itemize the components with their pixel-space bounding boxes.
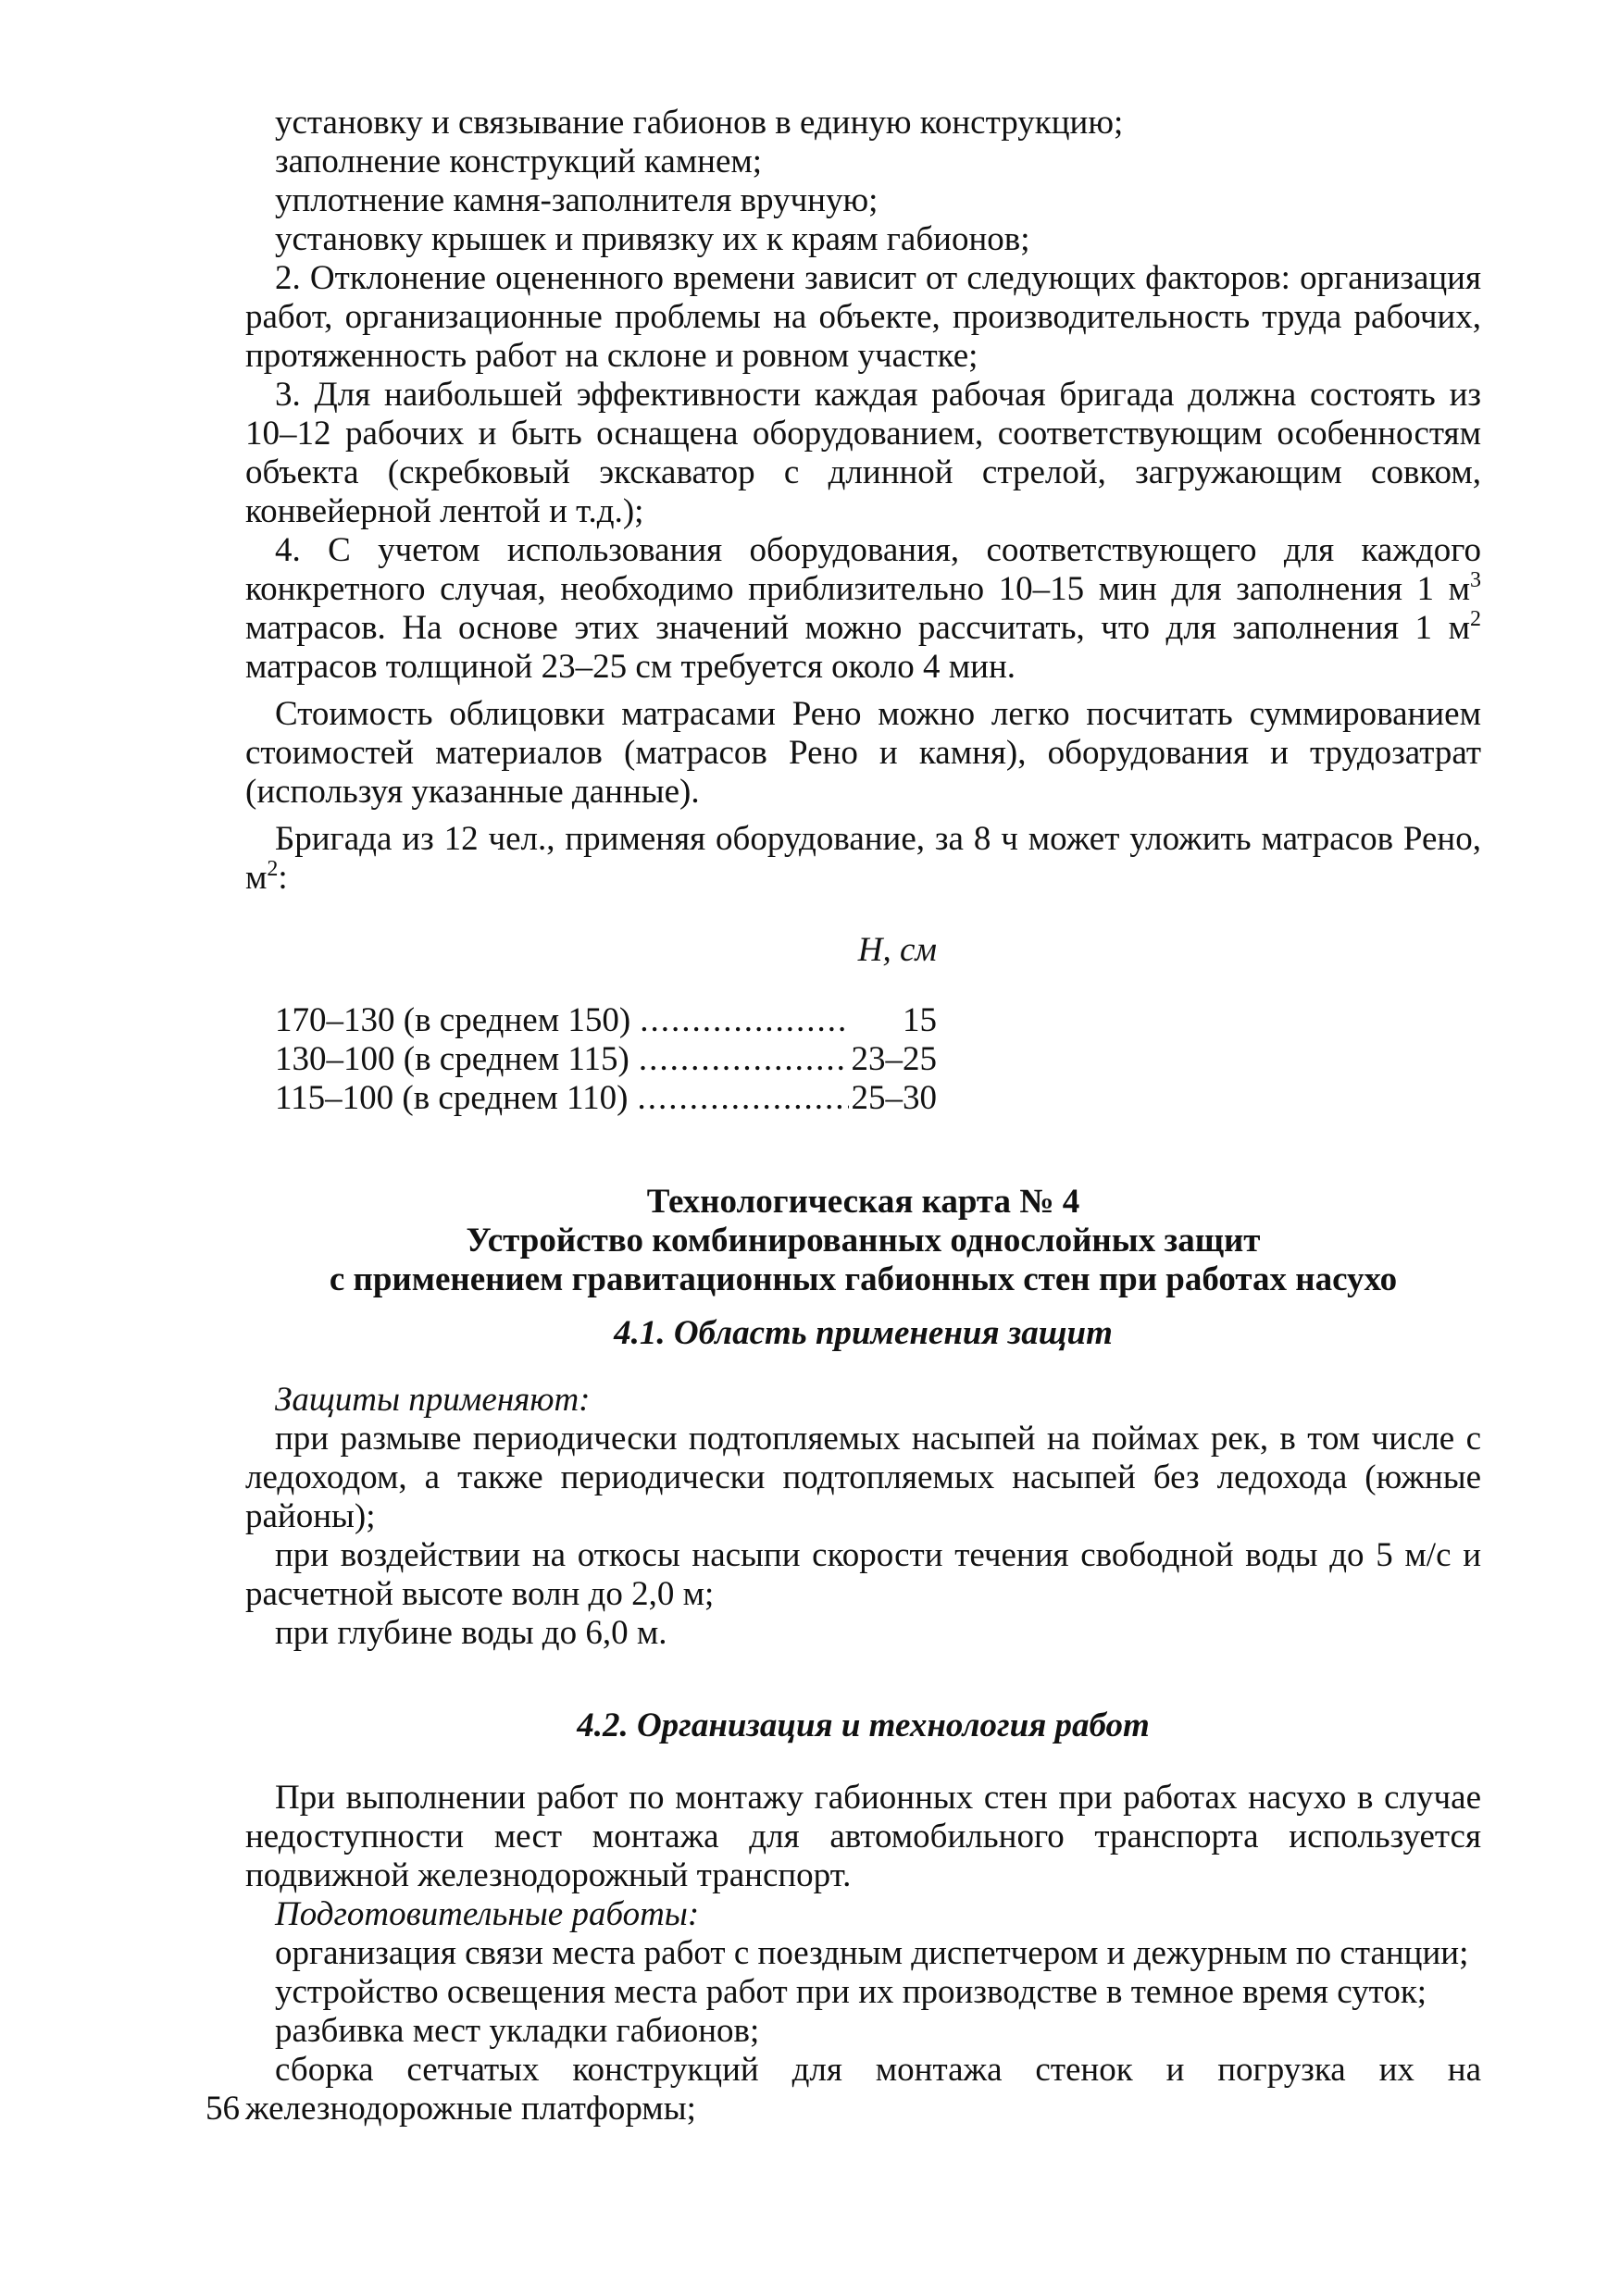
page-number: 56 xyxy=(206,2090,240,2128)
subsection-title-4-1: 4.1. Область применения защит xyxy=(614,1314,1113,1352)
table-row-label: 170–130 (в среднем 150) xyxy=(275,1001,631,1039)
table-header-h: Н, см xyxy=(857,931,937,969)
table-row-value: 23–25 xyxy=(851,1040,937,1078)
numbered-item-2: 2. Отклонение оцененного времени зависит от следующих факторов: организация работ, организационные проблемы на объекте, производительность труда рабочих, протяженность работ на склоне и ровном участке; xyxy=(245,259,1481,375)
list-item: заполнение конструкций камнем; xyxy=(275,143,763,180)
section-heading xyxy=(245,1183,1481,1299)
brigade-text: Бригада из 12 чел., применяя оборудование, за 8 ч может уложить матрасов Рено, м xyxy=(245,820,1481,897)
heading-line: Устройство комбинированных однослойных защит xyxy=(466,1222,1261,1260)
heading-line: Технологическая карта № 4 xyxy=(646,1183,1080,1221)
table-row-label: 130–100 (в среднем 115) xyxy=(275,1040,629,1078)
table-row-value: 15 xyxy=(903,1001,937,1039)
height-table xyxy=(275,931,1481,1118)
superscript: 3 xyxy=(1470,568,1481,592)
list-item: установку и связывание габионов в единую конструкцию; xyxy=(275,104,1124,142)
superscript: 2 xyxy=(267,857,279,881)
leader-dots xyxy=(640,1001,849,1040)
list-item: установку крышек и привязку их к краям габионов; xyxy=(275,220,1030,258)
list-item: при размыве периодически подтопляемых насыпей на поймах рек, в том числе с ледоходом, а также периодически подтопляемых насыпей без ледохода (южные районы); xyxy=(245,1420,1481,1535)
table-row xyxy=(275,1040,1481,1079)
list-item: разбивка мест укладки габионов; xyxy=(275,2012,760,2050)
superscript: 2 xyxy=(1470,607,1481,631)
paragraph-lead: Подготовительные работы: xyxy=(275,1895,700,1933)
heading-line: с применением гравитационных габионных стен при работах насухо xyxy=(329,1260,1398,1298)
cost-paragraph: Стоимость облицовки матрасами Рено можно легко посчитать суммированием стоимостей материалов (матрасов Рено и камня), оборудования и трудозатрат (используя указанные данные). xyxy=(245,695,1481,811)
paragraph: При выполнении работ по монтажу габионных стен при работах насухо в случае недоступности мест монтажа для автомобильного транспорта используется подвижной железнодорожный транспорт. xyxy=(245,1779,1481,1894)
leader-dots xyxy=(637,1079,849,1118)
page-content xyxy=(245,104,1481,2128)
item4-part1: 4. С учетом использования оборудования, соответствующего для каждого конкретного случая, необходимо приблизительно 10–15 мин для заполнения 1 м xyxy=(245,531,1481,608)
numbered-item-4 xyxy=(245,531,1481,687)
list-item: организация связи места работ с поездным диспетчером и дежурным по станции; xyxy=(275,1934,1469,1972)
brigade-paragraph xyxy=(245,820,1481,898)
table-row-label: 115–100 (в среднем 110) xyxy=(275,1079,629,1117)
leader-dots xyxy=(639,1040,849,1079)
item4-part2: матрасов. На основе этих значений можно рассчитать, что для заполнения 1 м xyxy=(245,609,1470,647)
paragraph-lead: Защиты применяют: xyxy=(275,1381,591,1419)
list-item: при глубине воды до 6,0 м. xyxy=(275,1614,667,1652)
list-item: уплотнение камня-заполнителя вручную; xyxy=(275,181,879,219)
table-row xyxy=(275,1079,1481,1118)
numbered-item-3: 3. Для наибольшей эффективности каждая рабочая бригада должна состоять из 10–12 рабочих и быть оснащена оборудованием, соответствующим особенностям объекта (скребковый экскаватор с длинной стрелой, загружающим совком, конвейерной лентой и т.д.); xyxy=(245,376,1481,530)
table-row-value: 25–30 xyxy=(851,1079,937,1117)
list-item: сборка сетчатых конструкций для монтажа стенок и погрузка их на железнодорожные платформы; xyxy=(245,2051,1481,2128)
subsection-title-4-2: 4.2. Организация и технология работ xyxy=(577,1706,1150,1744)
item4-part3: матрасов толщиной 23–25 см требуется около 4 мин. xyxy=(245,648,1016,686)
table-header xyxy=(275,931,1481,970)
list-item: устройство освещения места работ при их производстве в темное время суток; xyxy=(275,1973,1427,2011)
list-item: при воздействии на откосы насыпи скорости течения свободной воды до 5 м/с и расчетной высоте волн до 2,0 м; xyxy=(245,1536,1481,1613)
brigade-tail: : xyxy=(278,859,288,897)
table-row xyxy=(275,1001,1481,1040)
